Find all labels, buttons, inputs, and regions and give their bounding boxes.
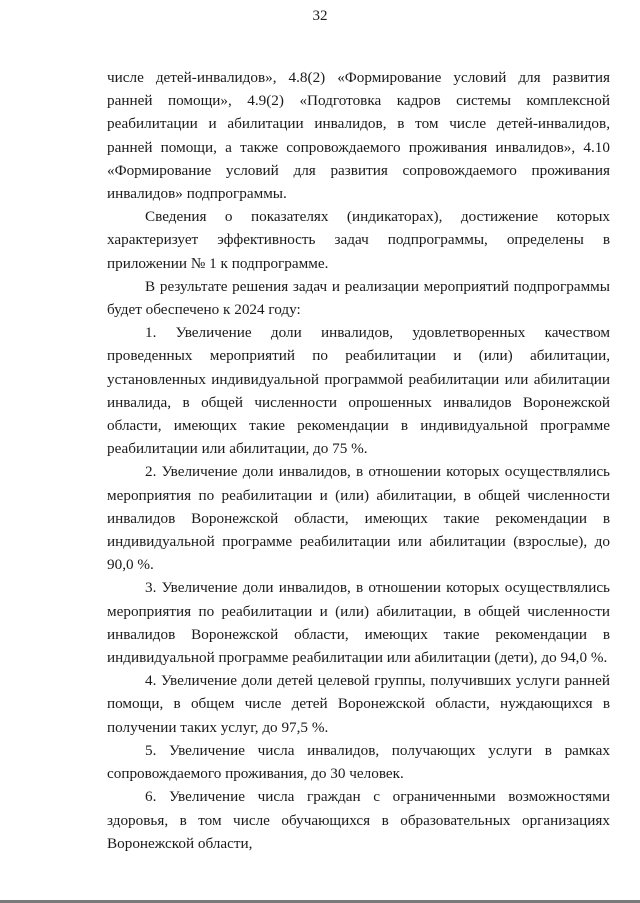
result-item-5: 5. Увеличение числа инвалидов, получающих услуги в рамках сопровождаемого проживания, до 30 человек. bbox=[107, 741, 610, 783]
result-item-2: 2. Увеличение доли инвалидов, в отношении которых осуществлялись мероприятия по реабилитации и (или) абилитации, в общей численности инвалидов Воронежской области, имеющих такие рекомендации в индивидуальной программе реабилитации или абилитации (взрослые), до 90,0 %. bbox=[107, 463, 610, 574]
paragraph-indicators: Сведения о показателях (индикаторах), достижение которых характеризует эффективность задач подпрограммы, определены в приложении № 1 к подпрограмме. bbox=[107, 208, 610, 272]
paragraph-continuation: числе детей-инвалидов», 4.8(2) «Формирование условий для развития ранней помощи», 4.9(2) «Подготовка кадров системы комплексной реабилитации и абилитации инвалидов, в том числе детей-инвалидов, ранней помощи, а также сопровождаемого проживания инвалидов», 4.10 «Формирование условий для развития сопровождаемого проживания инвалидов» подпрограммы. bbox=[107, 69, 610, 203]
result-item-3: 3. Увеличение доли инвалидов, в отношении которых осуществлялись мероприятия по реабилитации и (или) абилитации, в общей численности инвалидов Воронежской области, имеющих такие рекомендации в индивидуальной программе реабилитации или абилитации (дети), до 94,0 %. bbox=[107, 579, 610, 667]
result-item-1: 1. Увеличение доли инвалидов, удовлетворенных качеством проведенных мероприятий по реабилитации и (или) абилитации, установленных индивидуальной программой реабилитации или абилитации инвалида, в общей численности опрошенных инвалидов Воронежской области, имеющих такие рекомендации в индивидуальной программе реабилитации или абилитации, до 75 %. bbox=[107, 324, 610, 458]
paragraph-results-intro: В результате решения задач и реализации мероприятий подпрограммы будет обеспечено к 2024 году: bbox=[107, 277, 610, 319]
result-item-6: 6. Увеличение числа граждан с ограниченными возможностями здоровья, в том числе обучающихся в образовательных организациях Воронежской области, bbox=[107, 788, 610, 852]
result-item-4: 4. Увеличение доли детей целевой группы, получивших услуги ранней помощи, в общем числе детей Воронежской области, нуждающихся в получении таких услуг, до 97,5 %. bbox=[107, 672, 610, 736]
document-body bbox=[107, 66, 610, 855]
page-number: 32 bbox=[312, 8, 328, 24]
